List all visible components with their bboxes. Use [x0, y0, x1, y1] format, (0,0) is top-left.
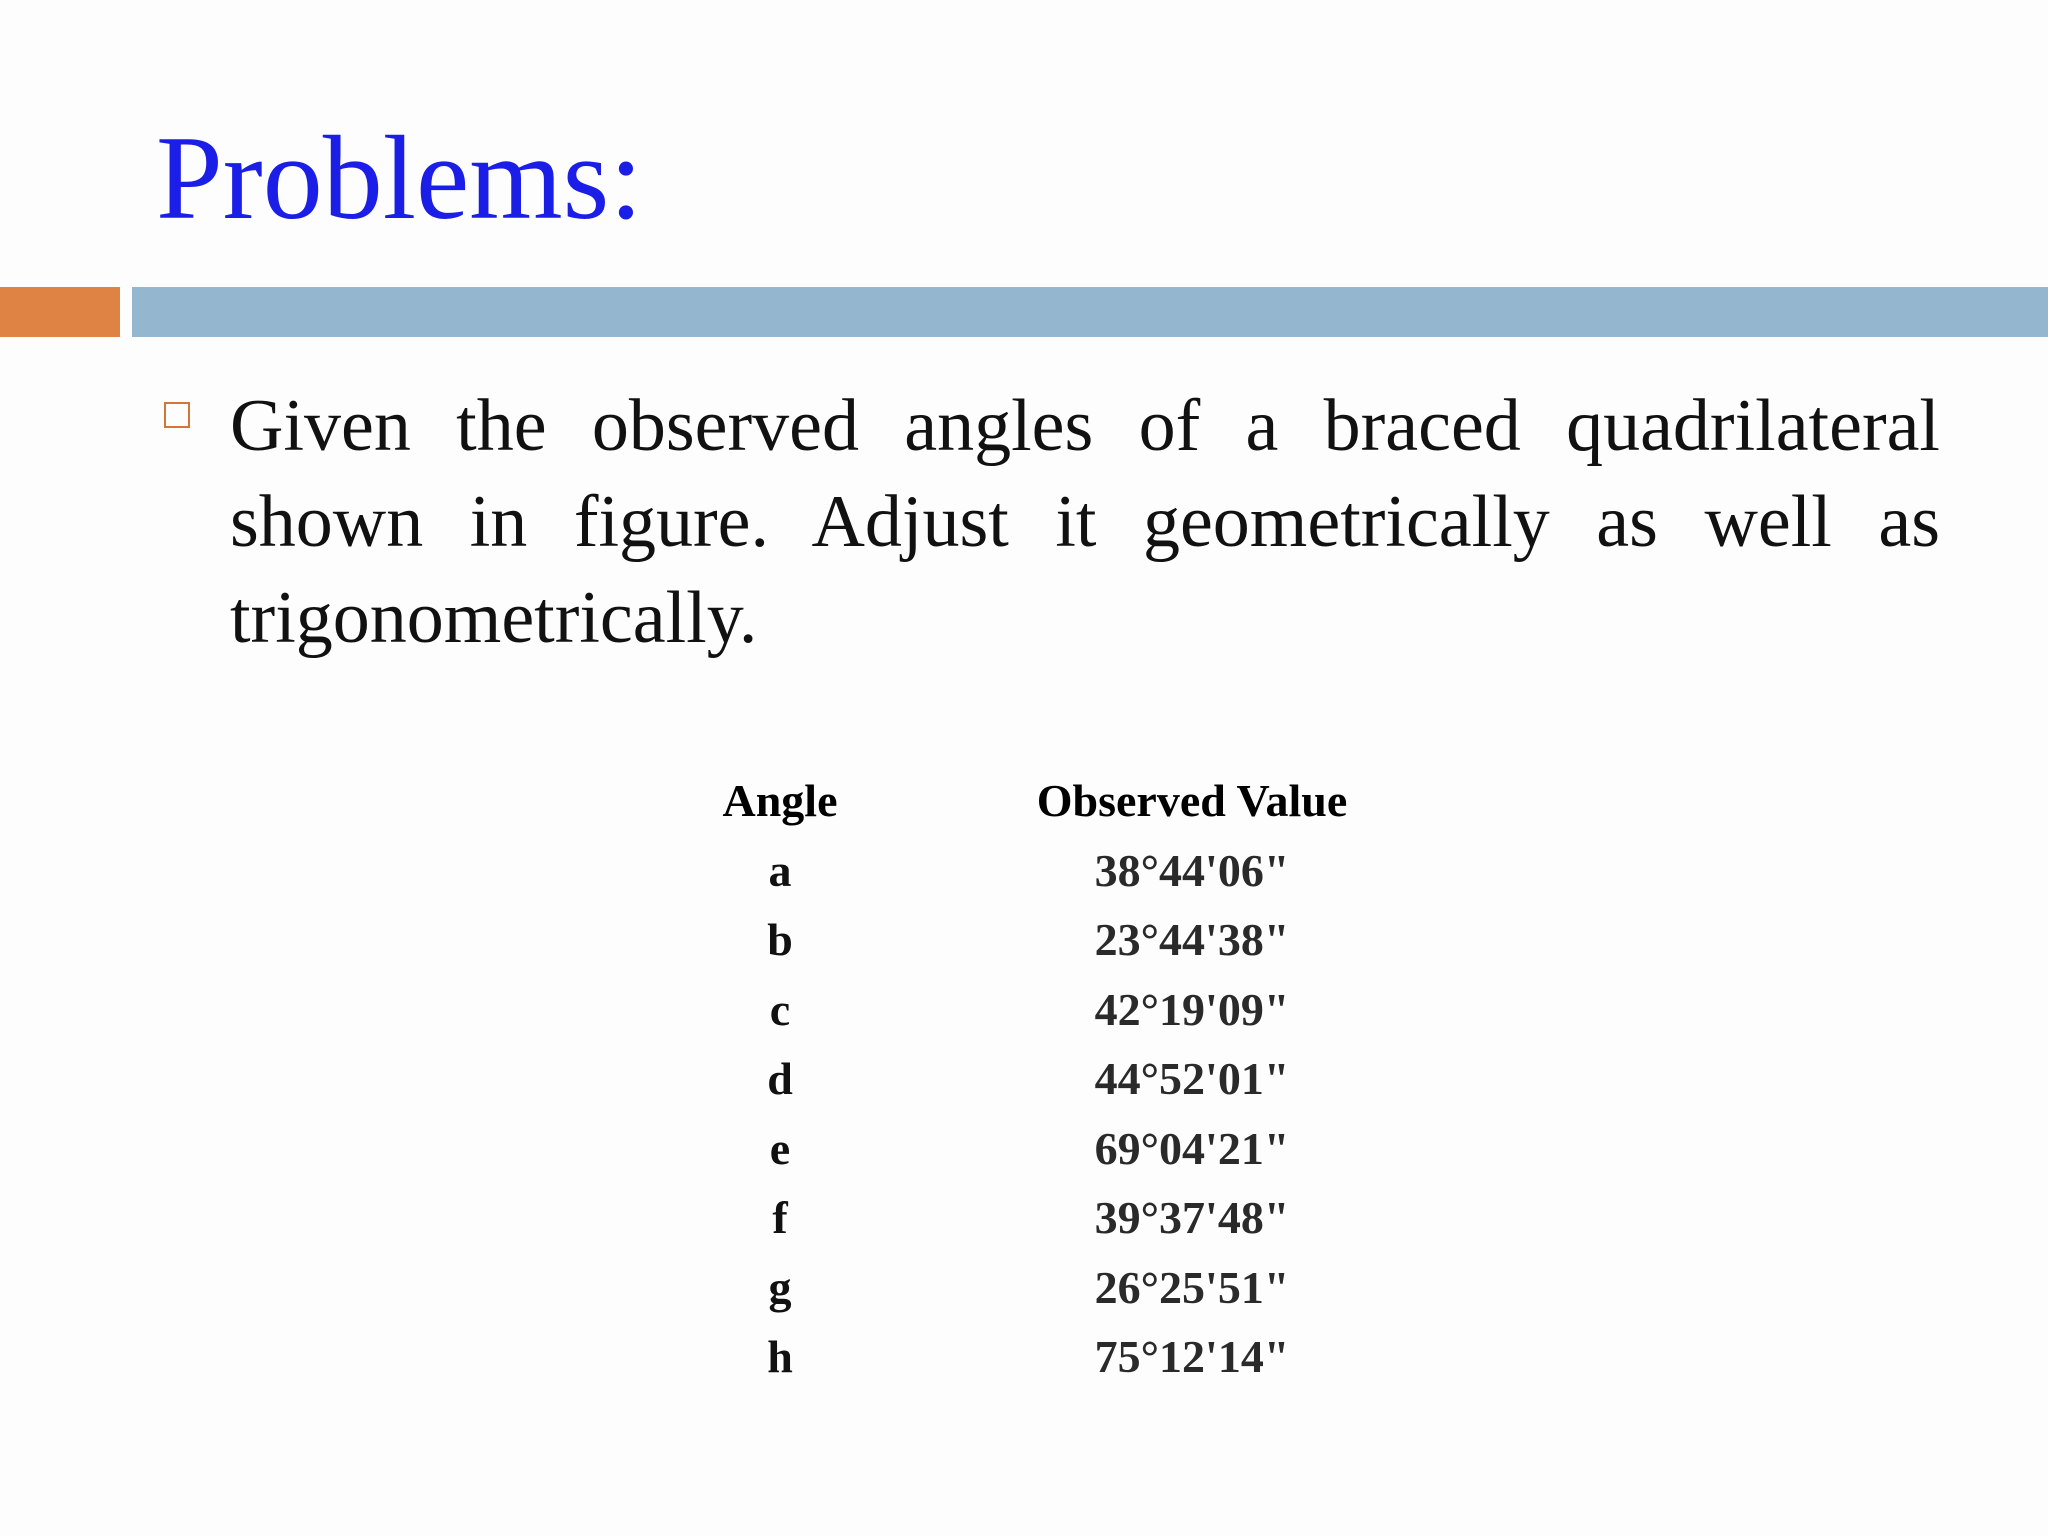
- square-bullet-icon: [164, 402, 190, 428]
- angle-cell: c: [769, 983, 791, 1035]
- observed-value-cell: 75°12'14": [1094, 1331, 1290, 1382]
- observed-value-cell: 44°52'01": [1094, 1053, 1290, 1104]
- observed-value-cell: 42°19'09": [1094, 983, 1290, 1035]
- accent-bar-blue: [132, 287, 2048, 337]
- observed-value-cell: 69°04'21": [1094, 1122, 1290, 1174]
- angle-cell: e: [769, 1122, 791, 1174]
- slide-title: Problems:: [156, 111, 643, 244]
- angle-cell: b: [767, 914, 793, 965]
- column-header-angle: Angle: [722, 775, 838, 826]
- bullet-text: Given the observed angles of a braced quadrilateral shown in figure. Adjust it geometrically as well as trigonometrically.: [230, 385, 1940, 659]
- angle-cell: h: [767, 1331, 793, 1382]
- observed-value-cell: 39°37'48": [1094, 1192, 1290, 1243]
- accent-bar-orange: [0, 287, 120, 337]
- observed-value-cell: 23°44'38": [1094, 914, 1290, 965]
- observed-value-cell: 26°25'51": [1094, 1261, 1290, 1313]
- angle-cell: f: [772, 1192, 788, 1243]
- observed-value-cell: 38°44'06": [1094, 844, 1290, 896]
- angle-cell: a: [768, 844, 792, 896]
- angle-cell: d: [767, 1053, 793, 1104]
- angle-cell: g: [768, 1261, 792, 1313]
- column-header-observed-value: Observed Value: [1036, 775, 1348, 826]
